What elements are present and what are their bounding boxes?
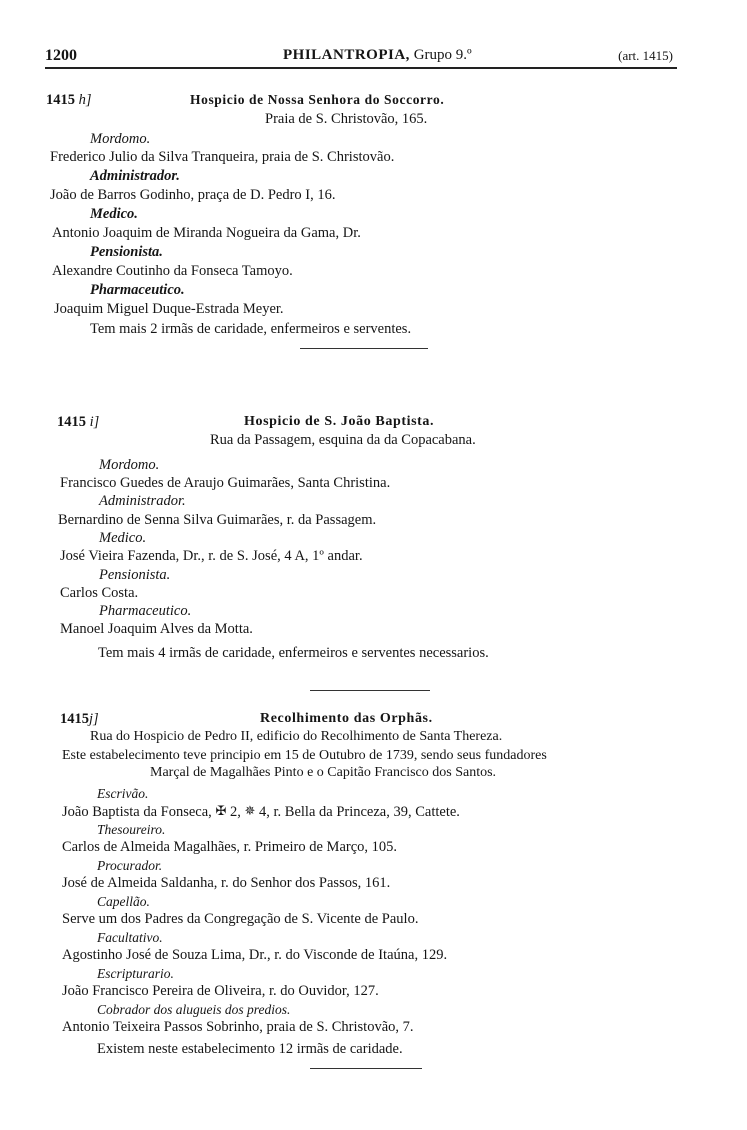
section-j-entry: José de Almeida Saldanha, r. do Senhor dos Passos, 161. — [62, 875, 391, 891]
section-divider — [310, 1068, 422, 1069]
page-header — [45, 47, 677, 69]
section-j-role: Thesoureiro. — [97, 822, 166, 837]
section-i-entry: Manoel Joaquim Alves da Motta. — [60, 621, 253, 637]
section-i-entry: Carlos Costa. — [60, 585, 139, 601]
section-h-role: Pharmaceutico. — [90, 282, 185, 298]
section-h-role: Pensionista. — [90, 244, 163, 260]
running-title: PHILANTROPIA, Grupo 9.º — [283, 47, 472, 63]
section-h-address: Praia de S. Christovão, 165. — [265, 111, 428, 127]
section-j-entry: Carlos de Almeida Magalhães, r. Primeiro de Março, 105. — [62, 839, 398, 855]
section-i-role: Pharmaceutico. — [99, 603, 192, 619]
section-divider — [300, 348, 428, 349]
section-j-entry: Antonio Teixeira Passos Sobrinho, praia de S. Christovão, 7. — [62, 1019, 414, 1035]
section-h-footer: Tem mais 2 irmãs de caridade, enfermeiros e serventes. — [90, 321, 412, 337]
section-i-entry: Bernardino de Senna Silva Guimarães, r. da Passagem. — [58, 512, 377, 528]
section-j-history: Este estabelecimento teve principio em 15 de Outubro de 1739, sendo seus fundadores — [62, 748, 547, 763]
section-i-role: Medico. — [99, 530, 147, 546]
section-h-title: Hospicio de Nossa Senhora do Soccorro. — [190, 92, 445, 107]
star-icon: ✵ — [244, 803, 256, 818]
section-i-role: Pensionista. — [99, 567, 171, 583]
section-h-entry: Joaquim Miguel Duque-Estrada Meyer. — [54, 301, 284, 317]
section-h-entry: Alexandre Coutinho da Fonseca Tamoyo. — [52, 263, 293, 279]
section-j-role: Procurador. — [97, 858, 163, 873]
section-j-footer: Existem neste estabelecimento 12 irmãs de caridade. — [97, 1041, 403, 1057]
section-i-entry: José Vieira Fazenda, Dr., r. de S. José, 4 A, 1º andar. — [60, 548, 363, 564]
section-i-entry: Francisco Guedes de Araujo Guimarães, Santa Christina. — [60, 475, 391, 491]
section-j-entry: Agostinho José de Souza Lima, Dr., r. do Visconde de Itaúna, 129. — [62, 947, 448, 963]
section-h-role: Medico. — [90, 206, 138, 222]
section-j-address: Rua do Hospicio de Pedro II, edificio do Recolhimento de Santa Thereza. — [90, 729, 503, 744]
section-h-entry: João de Barros Godinho, praça de D. Pedro I, 16. — [50, 187, 336, 203]
section-h-role: Administrador. — [90, 168, 180, 184]
section-j-entry: Serve um dos Padres da Congregação de S. Vicente de Paulo. — [62, 911, 419, 927]
section-i-role: Mordomo. — [99, 457, 160, 473]
section-j-title: Recolhimento das Orphãs. — [260, 711, 433, 726]
section-j-history: Marçal de Magalhães Pinto e o Capitão Francisco dos Santos. — [150, 765, 497, 780]
section-h-entry: Antonio Joaquim de Miranda Nogueira da Gama, Dr. — [52, 225, 361, 241]
page-number: 1200 — [45, 47, 77, 64]
section-i-footer: Tem mais 4 irmãs de caridade, enfermeiros e serventes necessarios. — [98, 645, 489, 661]
section-divider — [310, 690, 430, 691]
section-i-role: Administrador. — [99, 493, 186, 509]
section-h-number: 1415 h] — [46, 92, 92, 108]
section-j-role: Escrivão. — [97, 786, 149, 801]
section-h-role: Mordomo. — [90, 131, 151, 147]
section-i-address: Rua da Passagem, esquina da da Copacabana. — [210, 432, 476, 448]
section-h-entry: Frederico Julio da Silva Tranqueira, praia de S. Christovão. — [50, 149, 395, 165]
section-j-role: Cobrador dos alugueis dos predios. — [97, 1002, 291, 1017]
article-reference: (art. 1415) — [618, 48, 673, 63]
section-j-entry: João Francisco Pereira de Oliveira, r. do Ouvidor, 127. — [62, 983, 379, 999]
section-i-number: 1415 i] — [57, 414, 100, 430]
section-j-number: 1415j] — [60, 711, 99, 727]
section-i-title: Hospicio de S. João Baptista. — [244, 414, 435, 429]
section-j-role: Facultativo. — [97, 930, 163, 945]
cross-icon: ✠ — [215, 803, 227, 818]
section-j-role: Capellão. — [97, 894, 150, 909]
section-j-role: Escripturario. — [97, 966, 174, 981]
section-j-entry: João Baptista da Fonseca, ✠ 2, ✵ 4, r. Bella da Princeza, 39, Cattete. — [62, 803, 460, 820]
